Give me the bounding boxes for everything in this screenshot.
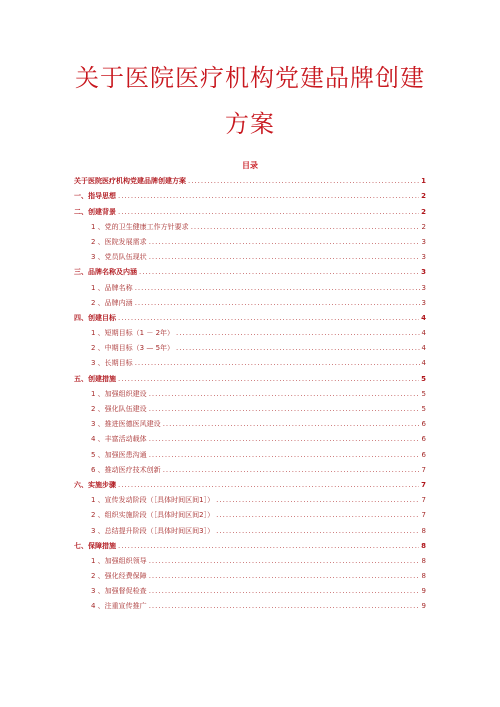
- toc-entry-label: 1 、加强组织领导: [91, 556, 147, 565]
- toc-entry-page-number: 8: [421, 526, 426, 535]
- toc-entry-page-number: 3: [421, 298, 426, 307]
- toc-entry-label: 2 、强化经费保障: [91, 572, 147, 581]
- dot-leader: [163, 420, 420, 429]
- toc-entry-label: 关于医院医疗机构党建品牌创建方案: [74, 177, 186, 186]
- toc-entry-label: 3 、加强督促检查: [91, 587, 147, 596]
- toc-entry-section[interactable]: [74, 186, 426, 201]
- dot-leader: [188, 177, 419, 186]
- toc-entry-section[interactable]: [74, 171, 426, 186]
- dot-leader: [149, 390, 420, 399]
- toc-entry-subsection[interactable]: [74, 232, 426, 247]
- toc-entry-label: 2 、强化队伍建设: [91, 405, 147, 413]
- dot-leader: [135, 284, 420, 293]
- toc-entry-page-number: 3: [421, 268, 426, 277]
- document-title: 关于医院医疗机构党建品牌创建: [75, 64, 425, 92]
- toc-entry-page-number: 6: [421, 450, 426, 459]
- toc-entry-subsection[interactable]: [74, 505, 426, 520]
- toc-entry-subsection[interactable]: [74, 414, 426, 429]
- toc-entry-subsection[interactable]: [74, 293, 426, 308]
- toc-entry-page-number: 9: [421, 602, 426, 611]
- dot-leader: [149, 253, 420, 262]
- toc-entry-subsection[interactable]: [74, 384, 426, 399]
- toc-entry-label: 七、保障措施: [74, 541, 116, 550]
- toc-entry-subsection[interactable]: [74, 596, 426, 611]
- toc-entry-page-number: 7: [421, 465, 426, 474]
- toc-entry-page-number: 1: [421, 177, 426, 186]
- toc-entry-label: 4 、注重宣传推广: [91, 602, 147, 611]
- toc-entry-section[interactable]: [74, 368, 426, 383]
- toc-entry-subsection[interactable]: [74, 353, 426, 368]
- toc-entry-page-number: 3: [421, 237, 426, 246]
- toc-entry-label: 2 、品牌内涵: [91, 298, 133, 307]
- toc-entry-label: 3 、总结提升阶段（［具体时间区间3］）: [91, 526, 215, 535]
- toc-entry-section[interactable]: [74, 262, 426, 277]
- toc-heading: 目录: [242, 161, 258, 170]
- toc-entry-label: 3 、党员队伍现状: [91, 253, 147, 262]
- dot-leader: [118, 192, 419, 201]
- toc-entry-page-number: 3: [421, 283, 426, 292]
- dot-leader: [118, 314, 419, 323]
- toc-entry-page-number: 7: [421, 496, 426, 505]
- toc-entry-page-number: 8: [421, 556, 426, 565]
- toc-entry-subsection[interactable]: [74, 551, 426, 566]
- toc-entry-label: 1 、党的卫生健康工作方针要求: [91, 222, 189, 231]
- dot-leader: [149, 557, 420, 566]
- dot-leader: [118, 375, 419, 384]
- toc-entry-page-number: 4: [421, 329, 426, 338]
- dot-leader: [149, 238, 420, 247]
- toc-entry-label: 一、指导思想: [74, 192, 116, 201]
- toc-entry-label: 2 、医院发展需求: [91, 237, 147, 246]
- toc-entry-subsection[interactable]: [74, 490, 426, 505]
- toc-entry-subsection[interactable]: [74, 399, 426, 414]
- toc-entry-subsection[interactable]: [74, 247, 426, 262]
- toc-entry-label: 六、实施步骤: [74, 480, 116, 489]
- dot-leader: [135, 299, 420, 308]
- toc-entry-label: 1 、品牌名称: [91, 283, 133, 292]
- toc-entry-page-number: 5: [421, 405, 426, 413]
- dot-leader: [163, 466, 420, 475]
- toc-entry-subsection[interactable]: [74, 338, 426, 353]
- toc-entry-subsection[interactable]: [74, 520, 426, 535]
- toc-entry-label: 5 、加强医患沟通: [91, 450, 147, 459]
- toc-entry-subsection[interactable]: [74, 444, 426, 459]
- toc-entry-section[interactable]: [74, 475, 426, 490]
- dot-leader: [216, 527, 419, 536]
- toc-entry-page-number: 4: [421, 313, 426, 322]
- dot-leader: [118, 481, 419, 490]
- toc-entry-label: 1 、宣传发动阶段（［具体时间区间1］）: [91, 496, 215, 505]
- toc-entry-section[interactable]: [74, 201, 426, 216]
- toc-entry-subsection[interactable]: [74, 581, 426, 596]
- toc-entry-label: 3 、长期目标: [91, 359, 133, 368]
- toc-entry-label: 五、创建措施: [74, 374, 116, 383]
- dot-leader: [149, 587, 420, 596]
- toc-entry-label: 三、品牌名称及内涵: [74, 268, 137, 277]
- toc-entry-subsection[interactable]: [74, 566, 426, 581]
- dot-leader: [118, 208, 419, 217]
- toc-entry-page-number: 6: [421, 435, 426, 444]
- dot-leader: [149, 572, 420, 581]
- toc-entry-page-number: 4: [421, 359, 426, 368]
- toc-entry-page-number: 2: [421, 207, 426, 216]
- toc-entry-page-number: 7: [421, 480, 426, 489]
- toc-entry-page-number: 2: [421, 192, 426, 201]
- dot-leader: [149, 405, 420, 414]
- dot-leader: [135, 359, 420, 368]
- toc-entry-subsection[interactable]: [74, 460, 426, 475]
- toc-entry-page-number: 9: [421, 587, 426, 596]
- dot-leader: [149, 451, 420, 460]
- toc-entry-label: 二、创建背景: [74, 207, 116, 216]
- toc-entry-label: 1 、短期目标（1 － 2年）: [91, 329, 175, 338]
- dot-leader: [216, 511, 419, 520]
- dot-leader: [149, 602, 420, 611]
- dot-leader: [216, 496, 419, 505]
- toc-entry-label: 2 、组织实施阶段（［具体时间区间2］）: [91, 511, 215, 520]
- toc-entry-subsection[interactable]: [74, 323, 426, 338]
- toc-entry-label: 2 、中期目标（3 — 5年）: [91, 344, 175, 353]
- dot-leader: [176, 329, 419, 338]
- toc-entry-page-number: 5: [421, 374, 426, 383]
- toc-entry-subsection[interactable]: [74, 217, 426, 232]
- toc-entry-section[interactable]: [74, 536, 426, 551]
- toc-entry-page-number: 8: [421, 572, 426, 581]
- toc-entry-page-number: 4: [421, 344, 426, 353]
- toc-entry-subsection[interactable]: [74, 277, 426, 292]
- toc-entry-page-number: 7: [421, 511, 426, 520]
- dot-leader: [149, 435, 420, 444]
- toc-entry-label: 1 、加强组织建设: [91, 389, 147, 398]
- table-of-contents: [74, 171, 426, 611]
- dot-leader: [139, 268, 419, 277]
- dot-leader: [176, 344, 419, 353]
- toc-entry-page-number: 2: [421, 222, 426, 231]
- dot-leader: [118, 542, 419, 551]
- toc-entry-page-number: 6: [421, 420, 426, 429]
- toc-entry-label: 四、创建目标: [74, 313, 116, 322]
- dot-leader: [191, 223, 420, 232]
- toc-entry-section[interactable]: [74, 308, 426, 323]
- toc-entry-page-number: 8: [421, 541, 426, 550]
- toc-entry-subsection[interactable]: [74, 429, 426, 444]
- document-title-continued: 方案: [225, 110, 275, 138]
- toc-entry-page-number: 3: [421, 253, 426, 262]
- toc-entry-page-number: 5: [421, 389, 426, 398]
- toc-entry-label: 6 、推动医疗技术创新: [91, 465, 161, 474]
- toc-entry-label: 4 、丰富活动载体: [91, 435, 147, 444]
- toc-entry-label: 3 、推进医德医风建设: [91, 420, 161, 429]
